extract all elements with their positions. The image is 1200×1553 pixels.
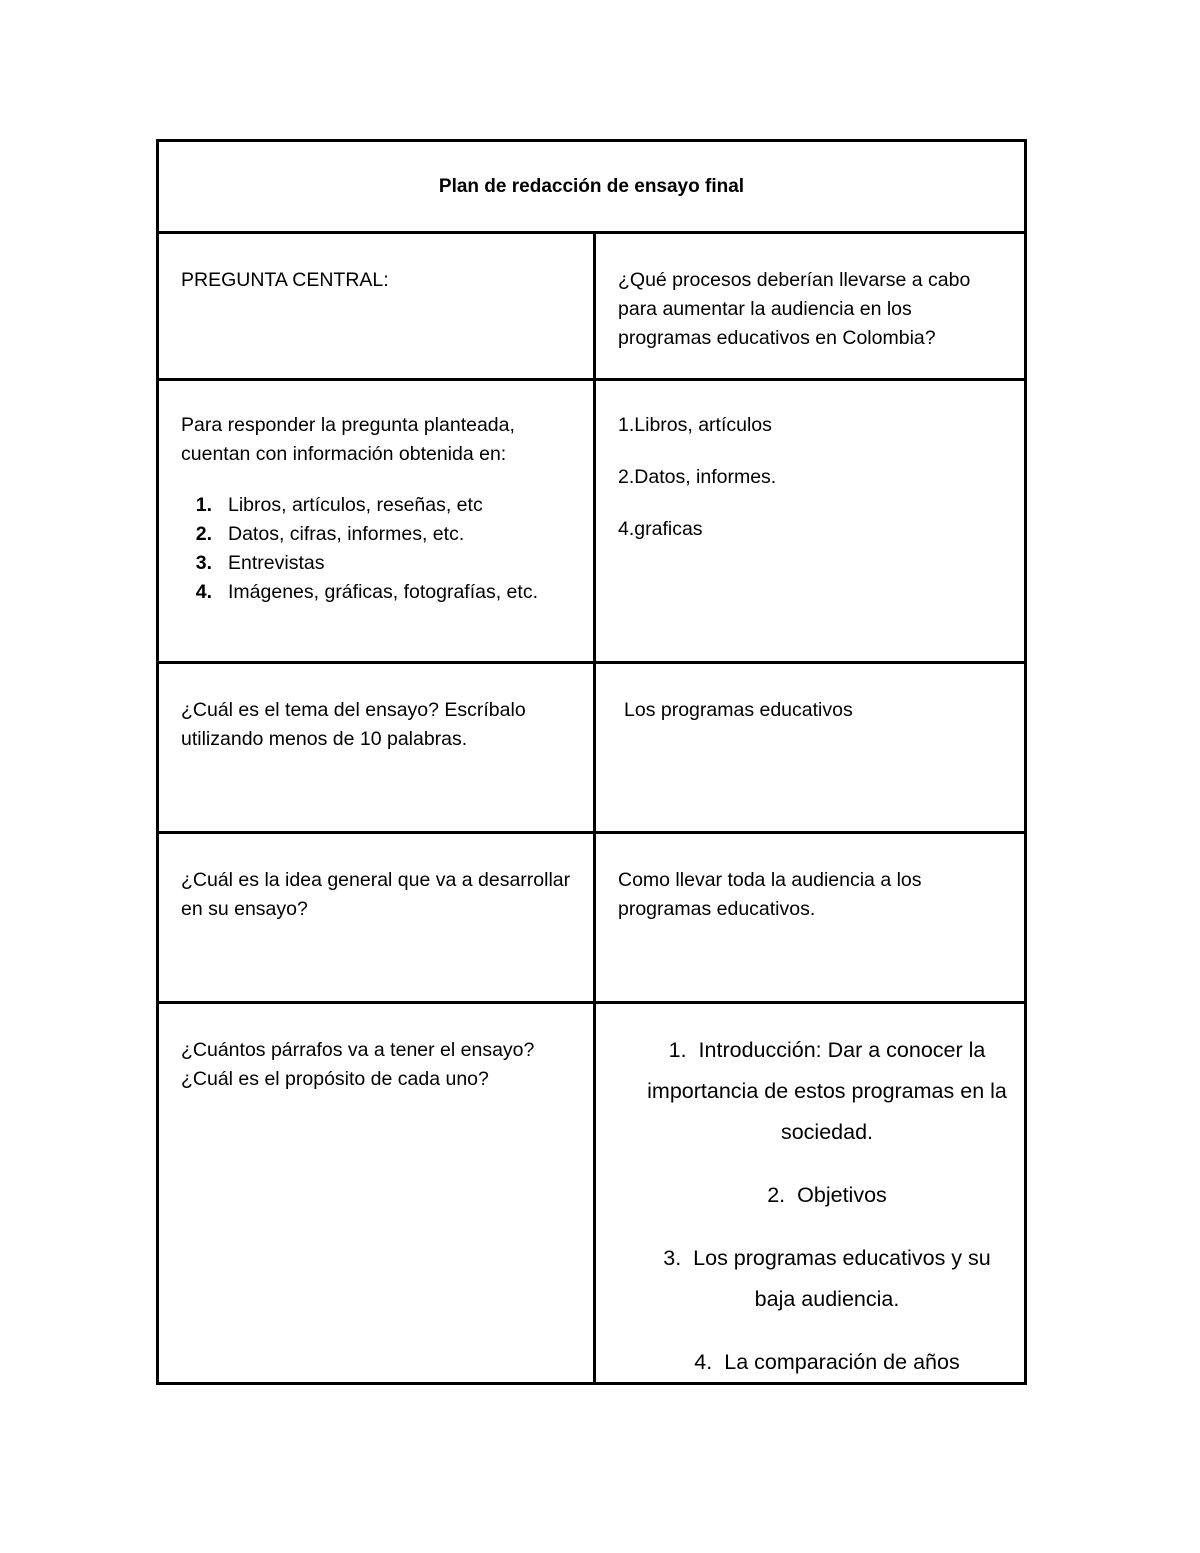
- paragraph-plan-list: [644, 1030, 1010, 1383]
- topic-row: [159, 661, 1024, 831]
- sources-list: [181, 491, 571, 607]
- paragraphs-row: [159, 1001, 1024, 1382]
- list-item: 3. Los programas educativos y su baja audiencia.: [663, 1246, 991, 1311]
- central-question-label: PREGUNTA CENTRAL:: [159, 234, 596, 378]
- essay-plan-table: [156, 139, 1027, 1385]
- sources-cell: [159, 381, 596, 661]
- idea-row: [159, 831, 1024, 1001]
- idea-question: ¿Cuál es la idea general que va a desarrollar en su ensayo?: [159, 834, 596, 1001]
- list-item: 2. Datos, cifras, informes, etc.: [195, 523, 465, 545]
- list-item: 4. Imágenes, gráficas, fotografías, etc.: [195, 581, 538, 603]
- paragraphs-question: ¿Cuántos párrafos va a tener el ensayo? ¿Cuál es el propósito de cada uno?: [159, 1004, 596, 1382]
- list-item: 1. Libros, artículos, reseñas, etc: [195, 494, 483, 516]
- sources-answer: 2.Datos, informes.: [618, 466, 777, 488]
- table-title: Plan de redacción de ensayo final: [438, 175, 745, 197]
- list-item: 2. Objetivos: [767, 1183, 887, 1207]
- central-question-answer: ¿Qué procesos deberían llevarse a cabo para aumentar la audiencia en los programas educativos en Colombia?: [618, 269, 971, 349]
- sources-answer: 1.Libros, artículos: [618, 414, 772, 436]
- title-row: [159, 142, 1024, 231]
- list-item: 3. Entrevistas: [195, 552, 325, 574]
- list-item: 1. Introducción: Dar a conocer la importancia de estos programas en la sociedad.: [647, 1038, 1007, 1144]
- topic-question: ¿Cuál es el tema del ensayo? Escríbalo utilizando menos de 10 palabras.: [159, 664, 596, 831]
- sources-intro: Para responder la pregunta planteada, cuentan con información obtenida en:: [181, 414, 515, 465]
- sources-answer-cell: [596, 381, 1024, 661]
- paragraphs-answer-cell: [596, 1004, 1024, 1382]
- idea-answer: Como llevar toda la audiencia a los programas educativos.: [618, 869, 922, 920]
- sources-answer: 4.graficas: [618, 518, 703, 540]
- central-question-row: [159, 231, 1024, 378]
- topic-answer: Los programas educativos: [624, 699, 853, 721]
- sources-row: [159, 378, 1024, 661]
- list-item: 4. La comparación de años: [694, 1350, 960, 1374]
